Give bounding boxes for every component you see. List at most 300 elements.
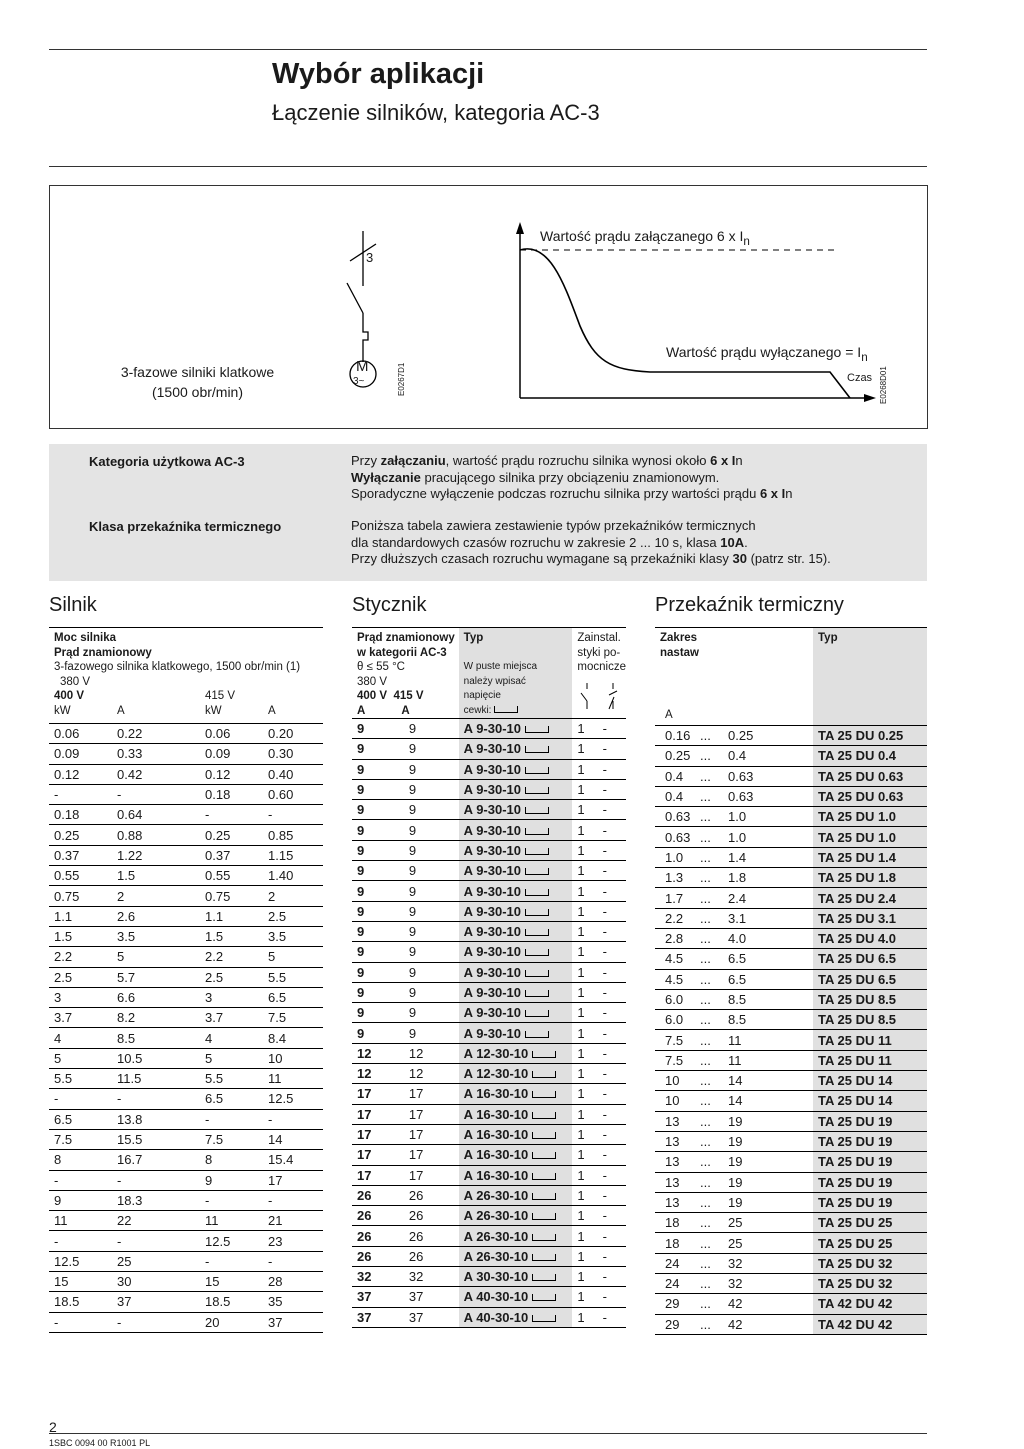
breaking-label-text: Wartość prądu wyłączanego = I <box>666 344 862 360</box>
power-415v: 8 <box>200 1150 263 1170</box>
coil-voltage-placeholder <box>525 929 549 936</box>
rated-current-400v: 26 <box>352 1246 404 1266</box>
coil-voltage-placeholder <box>532 1152 556 1159</box>
aux-nc: - <box>602 1289 607 1305</box>
power-400v: 7.5 <box>49 1129 112 1149</box>
rated-current-400v: 9 <box>352 759 404 779</box>
current-415v: 23 <box>263 1231 323 1251</box>
aux-nc: - <box>602 1005 607 1021</box>
setting-range-max: 14 <box>723 1071 813 1091</box>
aux-contacts <box>572 881 626 901</box>
aux-nc: - <box>602 1187 607 1203</box>
coil-voltage-placeholder <box>525 726 549 733</box>
aux-contacts <box>572 1145 626 1165</box>
power-400v: 0.09 <box>49 744 112 764</box>
time-axis-label: Czas <box>847 372 873 384</box>
aux-no: 1 <box>577 1289 585 1305</box>
setting-range-max: 1.8 <box>723 868 813 888</box>
aux-contacts <box>572 840 626 860</box>
power-400v: 6.5 <box>49 1109 112 1129</box>
coil-voltage-placeholder <box>532 1234 556 1241</box>
setting-range-min: 0.16 <box>655 726 695 746</box>
current-400v: 3.5 <box>112 926 200 946</box>
aux-contacts <box>572 1003 626 1023</box>
aux-nc: - <box>602 944 607 960</box>
power-400v: 3.7 <box>49 1008 112 1028</box>
setting-range-max: 25 <box>723 1213 813 1233</box>
rated-current-415v: 17 <box>404 1124 459 1144</box>
setting-range-min: 24 <box>655 1253 695 1273</box>
aux-nc: - <box>602 1248 607 1264</box>
current-415v: 2.5 <box>263 906 323 926</box>
contactor-type: A 9-30-10 <box>459 779 573 799</box>
coil-voltage-placeholder <box>532 1173 556 1180</box>
contactor-type: A 9-30-10 <box>459 942 573 962</box>
relay-type: TA 25 DU 25 <box>813 1213 927 1233</box>
setting-range-max: 1.4 <box>723 847 813 867</box>
relay-row <box>655 766 927 786</box>
rated-current-415v: 9 <box>404 1023 459 1043</box>
motor-row <box>49 1170 323 1190</box>
coil-voltage-placeholder <box>532 1193 556 1200</box>
rated-current-400v: 9 <box>352 820 404 840</box>
contactor-type: A 16-30-10 <box>459 1165 573 1185</box>
power-400v: 2.5 <box>49 967 112 987</box>
relay-row <box>655 969 927 989</box>
contactor-row <box>352 1267 626 1287</box>
current-415v: - <box>263 805 323 825</box>
rated-current-400v: 9 <box>352 861 404 881</box>
relay-type: TA 25 DU 3.1 <box>813 908 927 928</box>
contactor-type: A 9-30-10 <box>459 982 573 1002</box>
relay-type: TA 25 DU 1.0 <box>813 827 927 847</box>
relay-row <box>655 1030 927 1050</box>
contactor-type: A 9-30-10 <box>459 861 573 881</box>
rated-current-415v: 9 <box>404 779 459 799</box>
current-400v: 15.5 <box>112 1129 200 1149</box>
rated-current-415v: 26 <box>404 1226 459 1246</box>
rated-current-400v: 9 <box>352 1003 404 1023</box>
contactor-row <box>352 861 626 881</box>
aux-contacts <box>572 1165 626 1185</box>
motor-table: Moc silnika Prąd znamionowy 3-fazowego silnika klatkowego, 1500 obr/min (1) 380 V 400 V 415 V kW A kW A 0.06 0.22 0.06 0.20 0.09 0.33 0.09 0.30 0.12 0.42 0.12 0.40 - - 0.18 0.60 0.18 0.64 - - 0.25 0.88 0.25 0.85 0.37 1.22 0.37 1.15 0.55 1.5 0.55 1.40 0.75 2 0.75 2 1.1 2.6 1.1 2.5 1.5 3.5 1.5 3.5 2.2 5 2.2 5 2.5 5.7 2.5 5.5 3 6.6 3 6.5 3.7 8.2 3.7 7.5 4 8.5 4 8.4 5 10.5 5 10 5.5 11.5 5.5 11 - - 6.5 12.5 6.5 13.8 - - 7.5 15.5 7.5 14 8 16.7 8 15.4 - - 9 17 9 18.3 - - 11 22 11 21 - - 12.5 23 12.5 25 - - 15 30 15 28 18.5 37 18.5 35 - - 20 37 <box>49 627 323 1333</box>
aux-nc: - <box>602 863 607 879</box>
aux-no: 1 <box>577 944 585 960</box>
aux-contacts <box>572 1287 626 1307</box>
coil-voltage-placeholder <box>525 1031 549 1038</box>
motor-row <box>49 1190 323 1210</box>
power-415v: 3 <box>200 987 263 1007</box>
contactor-type: A 9-30-10 <box>459 901 573 921</box>
contactor-row <box>352 779 626 799</box>
motor-row <box>49 1129 323 1149</box>
aux-no: 1 <box>577 1127 585 1143</box>
aux-contacts <box>572 861 626 881</box>
aux-no: 1 <box>577 1005 585 1021</box>
contactor-row <box>352 1185 626 1205</box>
relay-row <box>655 1010 927 1030</box>
contactor-row <box>352 1226 626 1246</box>
current-400v: 0.33 <box>112 744 200 764</box>
current-400v: 37 <box>112 1292 200 1312</box>
current-415v: 14 <box>263 1129 323 1149</box>
relay-row <box>655 908 927 928</box>
setting-range-sep: ... <box>695 1294 723 1314</box>
relay-type: TA 25 DU 19 <box>813 1192 927 1212</box>
motor-row <box>49 866 323 886</box>
power-415v: 0.06 <box>200 724 263 744</box>
power-400v: 3 <box>49 987 112 1007</box>
contactor-type: A 16-30-10 <box>459 1104 573 1124</box>
contactor-type: A 26-30-10 <box>459 1185 573 1205</box>
relay-type: TA 25 DU 14 <box>813 1091 927 1111</box>
circuit-schematic <box>50 186 927 428</box>
relay-type: TA 25 DU 0.25 <box>813 726 927 746</box>
rated-current-415v: 26 <box>404 1206 459 1226</box>
setting-range-min: 13 <box>655 1172 695 1192</box>
rated-current-415v: 17 <box>404 1145 459 1165</box>
current-415v: 2 <box>263 886 323 906</box>
motor-symbol: M <box>356 358 369 375</box>
motor-row <box>49 947 323 967</box>
relay-type: TA 25 DU 8.5 <box>813 989 927 1009</box>
aux-no: 1 <box>577 883 585 899</box>
setting-range-max: 1.0 <box>723 827 813 847</box>
current-400v: 0.42 <box>112 764 200 784</box>
current-400v: 13.8 <box>112 1109 200 1129</box>
setting-range-sep: ... <box>695 1050 723 1070</box>
aux-contacts <box>572 1023 626 1043</box>
contactor-type: A 9-30-10 <box>459 1003 573 1023</box>
aux-contacts <box>572 921 626 941</box>
relay-type: TA 25 DU 25 <box>813 1233 927 1253</box>
rated-current-415v: 12 <box>404 1043 459 1063</box>
power-415v: 11 <box>200 1211 263 1231</box>
setting-range-max: 2.4 <box>723 888 813 908</box>
relay-table: Zakres nastaw A Typ 0.16 ... 0.25 TA 25 DU 0.25 0.25 ... 0.4 TA 25 DU 0.4 0.4 ... 0.63 TA 25 DU 0.63 0.4 ... 0.63 TA 25 DU 0.63 0.63 ... 1.0 TA 25 DU 1.0 0.63 ... 1.0 TA 25 DU 1.0 1.0 ... 1.4 TA 25 DU 1.4 1.3 ... 1.8 TA 25 DU 1.8 1.7 ... 2.4 TA 25 DU 2.4 2.2 ... 3.1 TA 25 DU 3.1 2.8 ... 4.0 TA 25 DU 4.0 4.5 ... 6.5 TA 25 DU 6.5 4.5 ... 6.5 TA 25 DU 6.5 6.0 ... 8.5 TA 25 DU 8.5 6.0 ... 8.5 TA 25 DU 8.5 7.5 ... 11 TA 25 DU 11 7.5 ... 11 TA 25 DU 11 10 ... 14 TA 25 DU 14 10 ... 14 TA 25 DU 14 13 ... 19 TA 25 DU 19 13 ... 19 TA 25 DU 19 13 ... 19 TA 25 DU 19 13 ... 19 TA 25 DU 19 13 ... 19 TA 25 DU 19 18 ... 25 TA 25 DU 25 18 ... 25 TA 25 DU 25 24 ... 32 TA 25 DU 32 24 ... 32 TA 25 DU 32 29 ... 42 TA 42 DU 42 29 ... 42 TA 42 DU 42 <box>655 627 927 1335</box>
setting-range-max: 19 <box>723 1131 813 1151</box>
power-400v: 8 <box>49 1150 112 1170</box>
page-title: Wybór aplikacji <box>272 58 485 90</box>
aux-nc: - <box>602 741 607 757</box>
relay-type: TA 42 DU 42 <box>813 1314 927 1334</box>
contact-symbols <box>577 675 626 715</box>
power-400v: - <box>49 1312 112 1332</box>
aux-no: 1 <box>577 964 585 980</box>
power-415v: 5.5 <box>200 1069 263 1089</box>
power-415v: 6.5 <box>200 1089 263 1109</box>
power-415v: - <box>200 1109 263 1129</box>
aux-no: 1 <box>577 863 585 879</box>
rated-current-415v: 17 <box>404 1104 459 1124</box>
setting-range-sep: ... <box>695 1010 723 1030</box>
setting-range-max: 0.4 <box>723 746 813 766</box>
aux-nc: - <box>602 1086 607 1102</box>
rated-current-400v: 17 <box>352 1104 404 1124</box>
contactor-type: A 9-30-10 <box>459 820 573 840</box>
aux-no: 1 <box>577 1025 585 1041</box>
aux-contacts <box>572 779 626 799</box>
setting-range-sep: ... <box>695 969 723 989</box>
power-415v: 2.5 <box>200 967 263 987</box>
aux-contacts <box>572 1124 626 1144</box>
relay-type: TA 25 DU 11 <box>813 1030 927 1050</box>
setting-range-sep: ... <box>695 928 723 948</box>
rated-current-415v: 17 <box>404 1165 459 1185</box>
relay-row <box>655 807 927 827</box>
power-400v: - <box>49 784 112 804</box>
rated-current-415v: 9 <box>404 982 459 1002</box>
setting-range-sep: ... <box>695 847 723 867</box>
setting-range-max: 8.5 <box>723 989 813 1009</box>
rated-current-415v: 9 <box>404 739 459 759</box>
setting-range-min: 2.8 <box>655 928 695 948</box>
motor-row <box>49 1292 323 1312</box>
relay-type: TA 25 DU 11 <box>813 1050 927 1070</box>
aux-nc: - <box>602 1269 607 1285</box>
current-400v: 0.88 <box>112 825 200 845</box>
rated-current-400v: 26 <box>352 1185 404 1205</box>
aux-no: 1 <box>577 761 585 777</box>
current-415v: 0.85 <box>263 825 323 845</box>
rated-current-400v: 9 <box>352 881 404 901</box>
aux-nc: - <box>602 1208 607 1224</box>
aux-no: 1 <box>577 802 585 818</box>
current-400v: 5.7 <box>112 967 200 987</box>
coil-voltage-placeholder <box>525 949 549 956</box>
coil-voltage-placeholder <box>532 1315 556 1322</box>
contactor-type: A 16-30-10 <box>459 1084 573 1104</box>
header-rule <box>49 166 927 167</box>
setting-range-min: 0.4 <box>655 766 695 786</box>
setting-range-min: 6.0 <box>655 989 695 1009</box>
setting-range-max: 8.5 <box>723 1010 813 1030</box>
current-415v: - <box>263 1190 323 1210</box>
rated-current-400v: 17 <box>352 1145 404 1165</box>
aux-nc: - <box>602 1167 607 1183</box>
setting-range-min: 29 <box>655 1294 695 1314</box>
coil-voltage-placeholder <box>525 909 549 916</box>
aux-nc: - <box>602 1147 607 1163</box>
setting-range-min: 0.25 <box>655 746 695 766</box>
relay-row <box>655 1253 927 1273</box>
current-415v: - <box>263 1251 323 1271</box>
contactor-row <box>352 1084 626 1104</box>
relay-type: TA 42 DU 42 <box>813 1294 927 1314</box>
rated-current-400v: 9 <box>352 901 404 921</box>
current-415v: 15.4 <box>263 1150 323 1170</box>
aux-no: 1 <box>577 1167 585 1183</box>
setting-range-min: 29 <box>655 1314 695 1334</box>
current-400v: 5 <box>112 947 200 967</box>
motor-row <box>49 1028 323 1048</box>
setting-range-sep: ... <box>695 807 723 827</box>
current-400v: - <box>112 1312 200 1332</box>
contactor-type: A 16-30-10 <box>459 1145 573 1165</box>
power-415v: 2.2 <box>200 947 263 967</box>
current-400v: 11.5 <box>112 1069 200 1089</box>
setting-range-max: 14 <box>723 1091 813 1111</box>
current-415v: 0.20 <box>263 724 323 744</box>
coil-voltage-placeholder <box>525 990 549 997</box>
current-400v: - <box>112 784 200 804</box>
relay-row <box>655 928 927 948</box>
current-415v: 17 <box>263 1170 323 1190</box>
relay-row <box>655 1071 927 1091</box>
relay-type: TA 25 DU 6.5 <box>813 969 927 989</box>
current-415v: 1.15 <box>263 845 323 865</box>
contactor-row <box>352 840 626 860</box>
motor-row <box>49 1231 323 1251</box>
power-415v: - <box>200 805 263 825</box>
coil-voltage-placeholder <box>525 746 549 753</box>
power-415v: 0.55 <box>200 866 263 886</box>
current-415v: 3.5 <box>263 926 323 946</box>
setting-range-max: 32 <box>723 1253 813 1273</box>
aux-contacts <box>572 1084 626 1104</box>
page-number: 2 <box>49 1419 57 1435</box>
power-415v: 0.75 <box>200 886 263 906</box>
current-415v: 5.5 <box>263 967 323 987</box>
power-400v: 5 <box>49 1048 112 1068</box>
phase-count: 3 <box>366 250 374 265</box>
current-400v: 0.22 <box>112 724 200 744</box>
power-415v: 12.5 <box>200 1231 263 1251</box>
aux-no: 1 <box>577 903 585 919</box>
power-400v: 18.5 <box>49 1292 112 1312</box>
rated-current-400v: 17 <box>352 1084 404 1104</box>
relay-row <box>655 1111 927 1131</box>
aux-nc: - <box>602 1127 607 1143</box>
aux-contacts <box>572 942 626 962</box>
coil-voltage-placeholder <box>532 1254 556 1261</box>
motor-row <box>49 926 323 946</box>
power-400v: 4 <box>49 1028 112 1048</box>
setting-range-min: 13 <box>655 1131 695 1151</box>
current-415v: 0.40 <box>263 764 323 784</box>
relay-row <box>655 1213 927 1233</box>
power-415v: 18.5 <box>200 1292 263 1312</box>
coil-voltage-placeholder <box>532 1213 556 1220</box>
setting-range-sep: ... <box>695 1152 723 1172</box>
contactor-row <box>352 1287 626 1307</box>
power-415v: 0.25 <box>200 825 263 845</box>
current-415v: 0.60 <box>263 784 323 804</box>
coil-voltage-placeholder <box>525 767 549 774</box>
current-415v: 37 <box>263 1312 323 1332</box>
setting-range-min: 24 <box>655 1274 695 1294</box>
current-400v: 18.3 <box>112 1190 200 1210</box>
motor-row <box>49 886 323 906</box>
power-400v: 0.75 <box>49 886 112 906</box>
contactor-type: A 12-30-10 <box>459 1064 573 1084</box>
aux-no: 1 <box>577 985 585 1000</box>
aux-no: 1 <box>577 822 585 838</box>
rated-current-400v: 26 <box>352 1206 404 1226</box>
aux-nc: - <box>602 1106 607 1122</box>
power-415v: - <box>200 1190 263 1210</box>
contactor-type: A 9-30-10 <box>459 881 573 901</box>
contactor-row <box>352 982 626 1002</box>
rated-current-415v: 12 <box>404 1064 459 1084</box>
aux-nc: - <box>602 822 607 838</box>
setting-range-min: 10 <box>655 1071 695 1091</box>
relay-type: TA 25 DU 14 <box>813 1071 927 1091</box>
aux-no: 1 <box>577 1228 585 1244</box>
setting-range-min: 1.7 <box>655 888 695 908</box>
current-400v: - <box>112 1231 200 1251</box>
rated-current-415v: 9 <box>404 942 459 962</box>
aux-no: 1 <box>577 721 585 737</box>
aux-no: 1 <box>577 1269 585 1285</box>
current-415v: 5 <box>263 947 323 967</box>
aux-nc: - <box>602 1045 607 1061</box>
contactor-row <box>352 1003 626 1023</box>
inrush-label-text: Wartość prądu załączanego 6 x I <box>540 228 744 244</box>
relay-row <box>655 989 927 1009</box>
aux-no: 1 <box>577 741 585 757</box>
setting-range-min: 0.4 <box>655 786 695 806</box>
aux-contacts <box>572 982 626 1002</box>
aux-nc: - <box>602 842 607 858</box>
contactor-type: A 16-30-10 <box>459 1124 573 1144</box>
motor-row <box>49 1150 323 1170</box>
power-415v: 20 <box>200 1312 263 1332</box>
motor-phase-sub: 3~ <box>353 376 365 387</box>
aux-no: 1 <box>577 1147 585 1163</box>
relay-class-label: Klasa przekaźnika termicznego <box>89 519 282 534</box>
coil-voltage-placeholder <box>525 807 549 814</box>
contactor-type: A 9-30-10 <box>459 921 573 941</box>
aux-nc: - <box>602 883 607 899</box>
setting-range-min: 4.5 <box>655 949 695 969</box>
setting-range-sep: ... <box>695 1192 723 1212</box>
power-400v: 0.12 <box>49 764 112 784</box>
setting-range-min: 2.2 <box>655 908 695 928</box>
rated-current-400v: 26 <box>352 1226 404 1246</box>
relay-type: TA 25 DU 19 <box>813 1152 927 1172</box>
setting-range-sep: ... <box>695 1213 723 1233</box>
setting-range-min: 0.63 <box>655 827 695 847</box>
aux-no: 1 <box>577 1106 585 1122</box>
coil-voltage-placeholder <box>525 848 549 855</box>
relay-row <box>655 1131 927 1151</box>
contactor-type: A 9-30-10 <box>459 840 573 860</box>
rated-current-400v: 37 <box>352 1307 404 1327</box>
current-400v: 25 <box>112 1251 200 1271</box>
coil-voltage-placeholder <box>532 1112 556 1119</box>
rated-current-400v: 12 <box>352 1043 404 1063</box>
motor-row <box>49 967 323 987</box>
aux-no: 1 <box>577 1086 585 1102</box>
contactor-row <box>352 1104 626 1124</box>
contactor-type: A 26-30-10 <box>459 1246 573 1266</box>
relay-class-text: Poniższa tabela zawiera zestawienie typów przekaźników termicznych dla standardowych czasów rozruchu w zakresie 2 ... 10 s, klasa 10A. Przy dłuższych czasach rozruchu wymagane są przekaźniki klasy 30 (patrz str. 15). <box>351 518 831 566</box>
setting-range-max: 25 <box>723 1233 813 1253</box>
section-motor: Silnik <box>49 594 97 616</box>
relay-row <box>655 1314 927 1334</box>
contactor-row <box>352 901 626 921</box>
contactor-type: A 9-30-10 <box>459 739 573 759</box>
setting-range-max: 11 <box>723 1050 813 1070</box>
rated-current-415v: 17 <box>404 1084 459 1104</box>
relay-row <box>655 868 927 888</box>
relay-type: TA 25 DU 19 <box>813 1172 927 1192</box>
contactor-row <box>352 1206 626 1226</box>
relay-row <box>655 746 927 766</box>
contactor-type: A 40-30-10 <box>459 1307 573 1327</box>
current-415v: 1.40 <box>263 866 323 886</box>
